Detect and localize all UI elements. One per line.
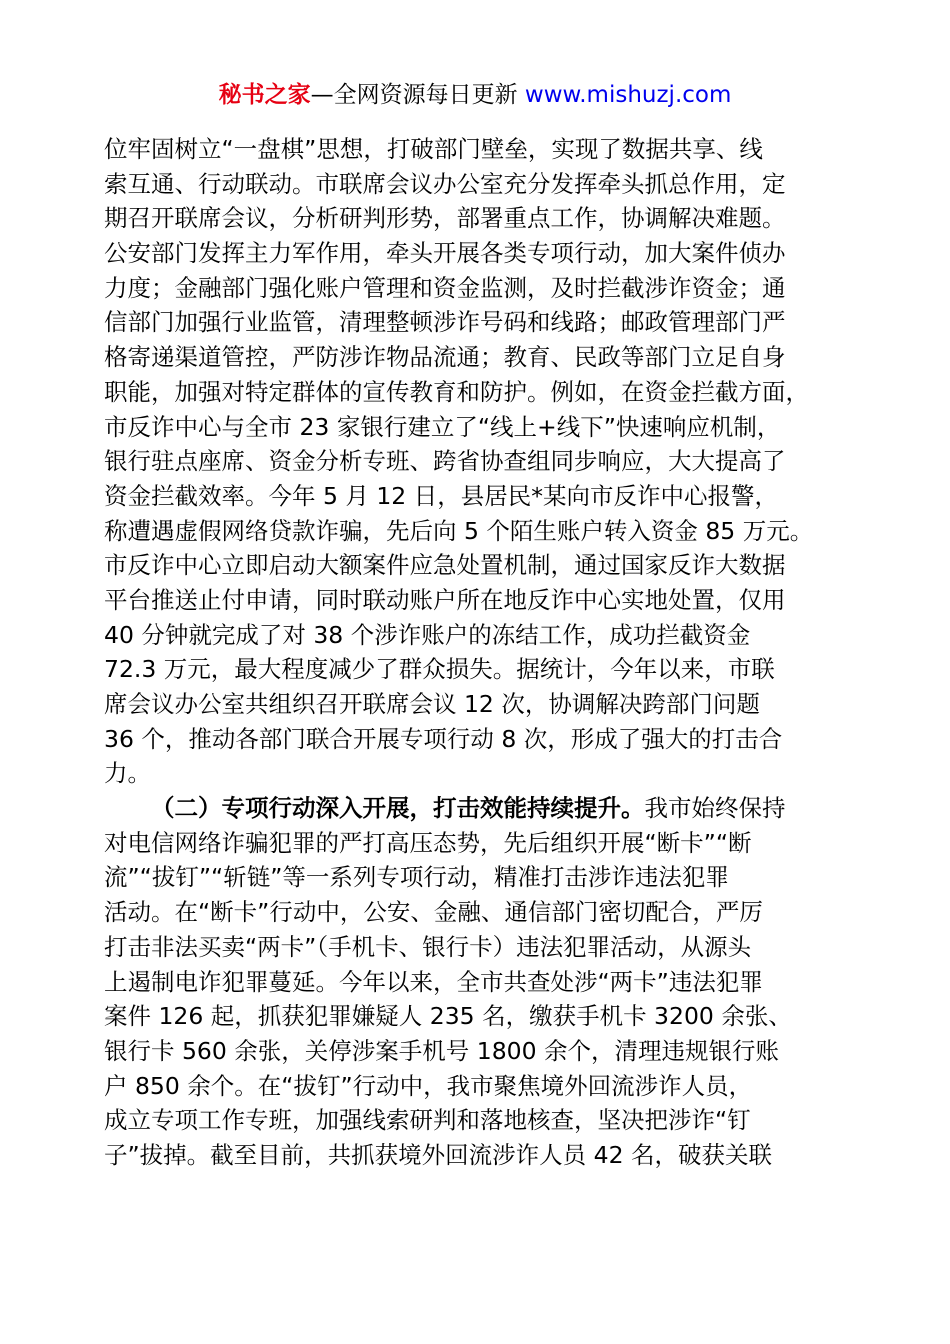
text-line: 席会议办公室共组织召开联席会议 12 次，协调解决跨部门问题 xyxy=(104,690,760,718)
text-line: 索互通、行动联动。市联席会议办公室充分发挥牵头抓总作用，定 xyxy=(104,169,786,198)
text-line: 流”“拔钉”“斩链”等一系列专项行动，精准打击涉诈违法犯罪 xyxy=(104,863,729,892)
section-heading-continuation: 我市始终保持 xyxy=(644,794,786,823)
text-line: 案件 126 起，抓获犯罪嫌疑人 235 名，缴获手机卡 3200 余张、 xyxy=(104,1002,792,1031)
section-heading: （二）专项行动深入开展，打击效能持续提升。 xyxy=(151,794,645,823)
text-line: 户 850 余个。在“拔钉”行动中，我市聚焦境外回流涉诈人员， xyxy=(104,1071,753,1100)
text-line: 资金拦截效率。今年 5 月 12 日，县居民*某向市反诈中心报警， xyxy=(104,481,778,510)
text-line: 36 个，推动各部门联合开展专项行动 8 次，形成了强大的打击合 xyxy=(104,724,783,753)
text-line: 信部门加强行业监管，清理整顿涉诈号码和线路；邮政管理部门严 xyxy=(104,308,786,337)
text-line: 职能，加强对特定群体的宣传教育和防护。例如，在资金拦截方面， xyxy=(104,377,809,406)
text-line: 对电信网络诈骗犯罪的严打高压态势，先后组织开展“断卡”“断 xyxy=(104,828,752,857)
text-line: 40 分钟就完成了对 38 个涉诈账户的冻结工作，成功拦截资金 xyxy=(104,620,751,649)
text-line: 银行驻点座席、资金分析专班、跨省协查组同步响应，大大提高了 xyxy=(104,447,786,476)
section-heading-line xyxy=(104,791,852,826)
text-line: 市反诈中心与全市 23 家银行建立了“线上+线下”快速响应机制， xyxy=(104,412,781,441)
header-tagline: —全网资源每日更新 xyxy=(310,82,525,108)
text-line: 市反诈中心立即启动大额案件应急处置机制，通过国家反诈大数据 xyxy=(104,551,786,580)
text-line: 72.3 万元，最大程度减少了群众损失。据统计，今年以来，市联 xyxy=(104,655,775,684)
document-body xyxy=(104,132,852,1173)
text-line: 子”拔掉。截至目前，共抓获境外回流涉诈人员 42 名，破获关联 xyxy=(104,1140,773,1169)
text-line: 活动。在“断卡”行动中，公安、金融、通信部门密切配合，严厉 xyxy=(104,898,763,927)
text-line: 公安部门发挥主力军作用，牵头开展各类专项行动，加大案件侦办 xyxy=(104,239,786,268)
page-header xyxy=(0,80,950,110)
text-line: 成立专项工作专班，加强线索研判和落地核查，坚决把涉诈“钉 xyxy=(104,1106,751,1135)
text-line: 平台推送止付申请，同时联动账户所在地反诈中心实地处置，仅用 xyxy=(104,585,786,614)
text-line: 打击非法买卖“两卡”（手机卡、银行卡）违法犯罪活动，从源头 xyxy=(104,932,752,961)
text-line: 称遭遇虚假网络贷款诈骗，先后向 5 个陌生账户转入资金 85 万元。 xyxy=(104,516,814,545)
brand-name: 秘书之家 xyxy=(218,82,311,108)
text-line: 期召开联席会议，分析研判形势，部署重点工作，协调解决难题。 xyxy=(104,204,786,233)
text-line: 格寄递渠道管控，严防涉诈物品流通；教育、民政等部门立足自身 xyxy=(104,343,786,372)
text-line: 力度；金融部门强化账户管理和资金监测，及时拦截涉诈资金；通 xyxy=(104,273,786,302)
site-url-link[interactable]: www.mishuzj.com xyxy=(524,82,732,108)
text-line: 力。 xyxy=(104,759,151,788)
text-line: 位牢固树立“一盘棋”思想，打破部门壁垒，实现了数据共享、线 xyxy=(104,135,763,163)
text-line: 上遏制电诈犯罪蔓延。今年以来，全市共查处涉“两卡”违法犯罪 xyxy=(104,967,763,996)
text-line: 银行卡 560 余张，关停涉案手机号 1800 余个，清理违规银行账 xyxy=(104,1036,780,1065)
